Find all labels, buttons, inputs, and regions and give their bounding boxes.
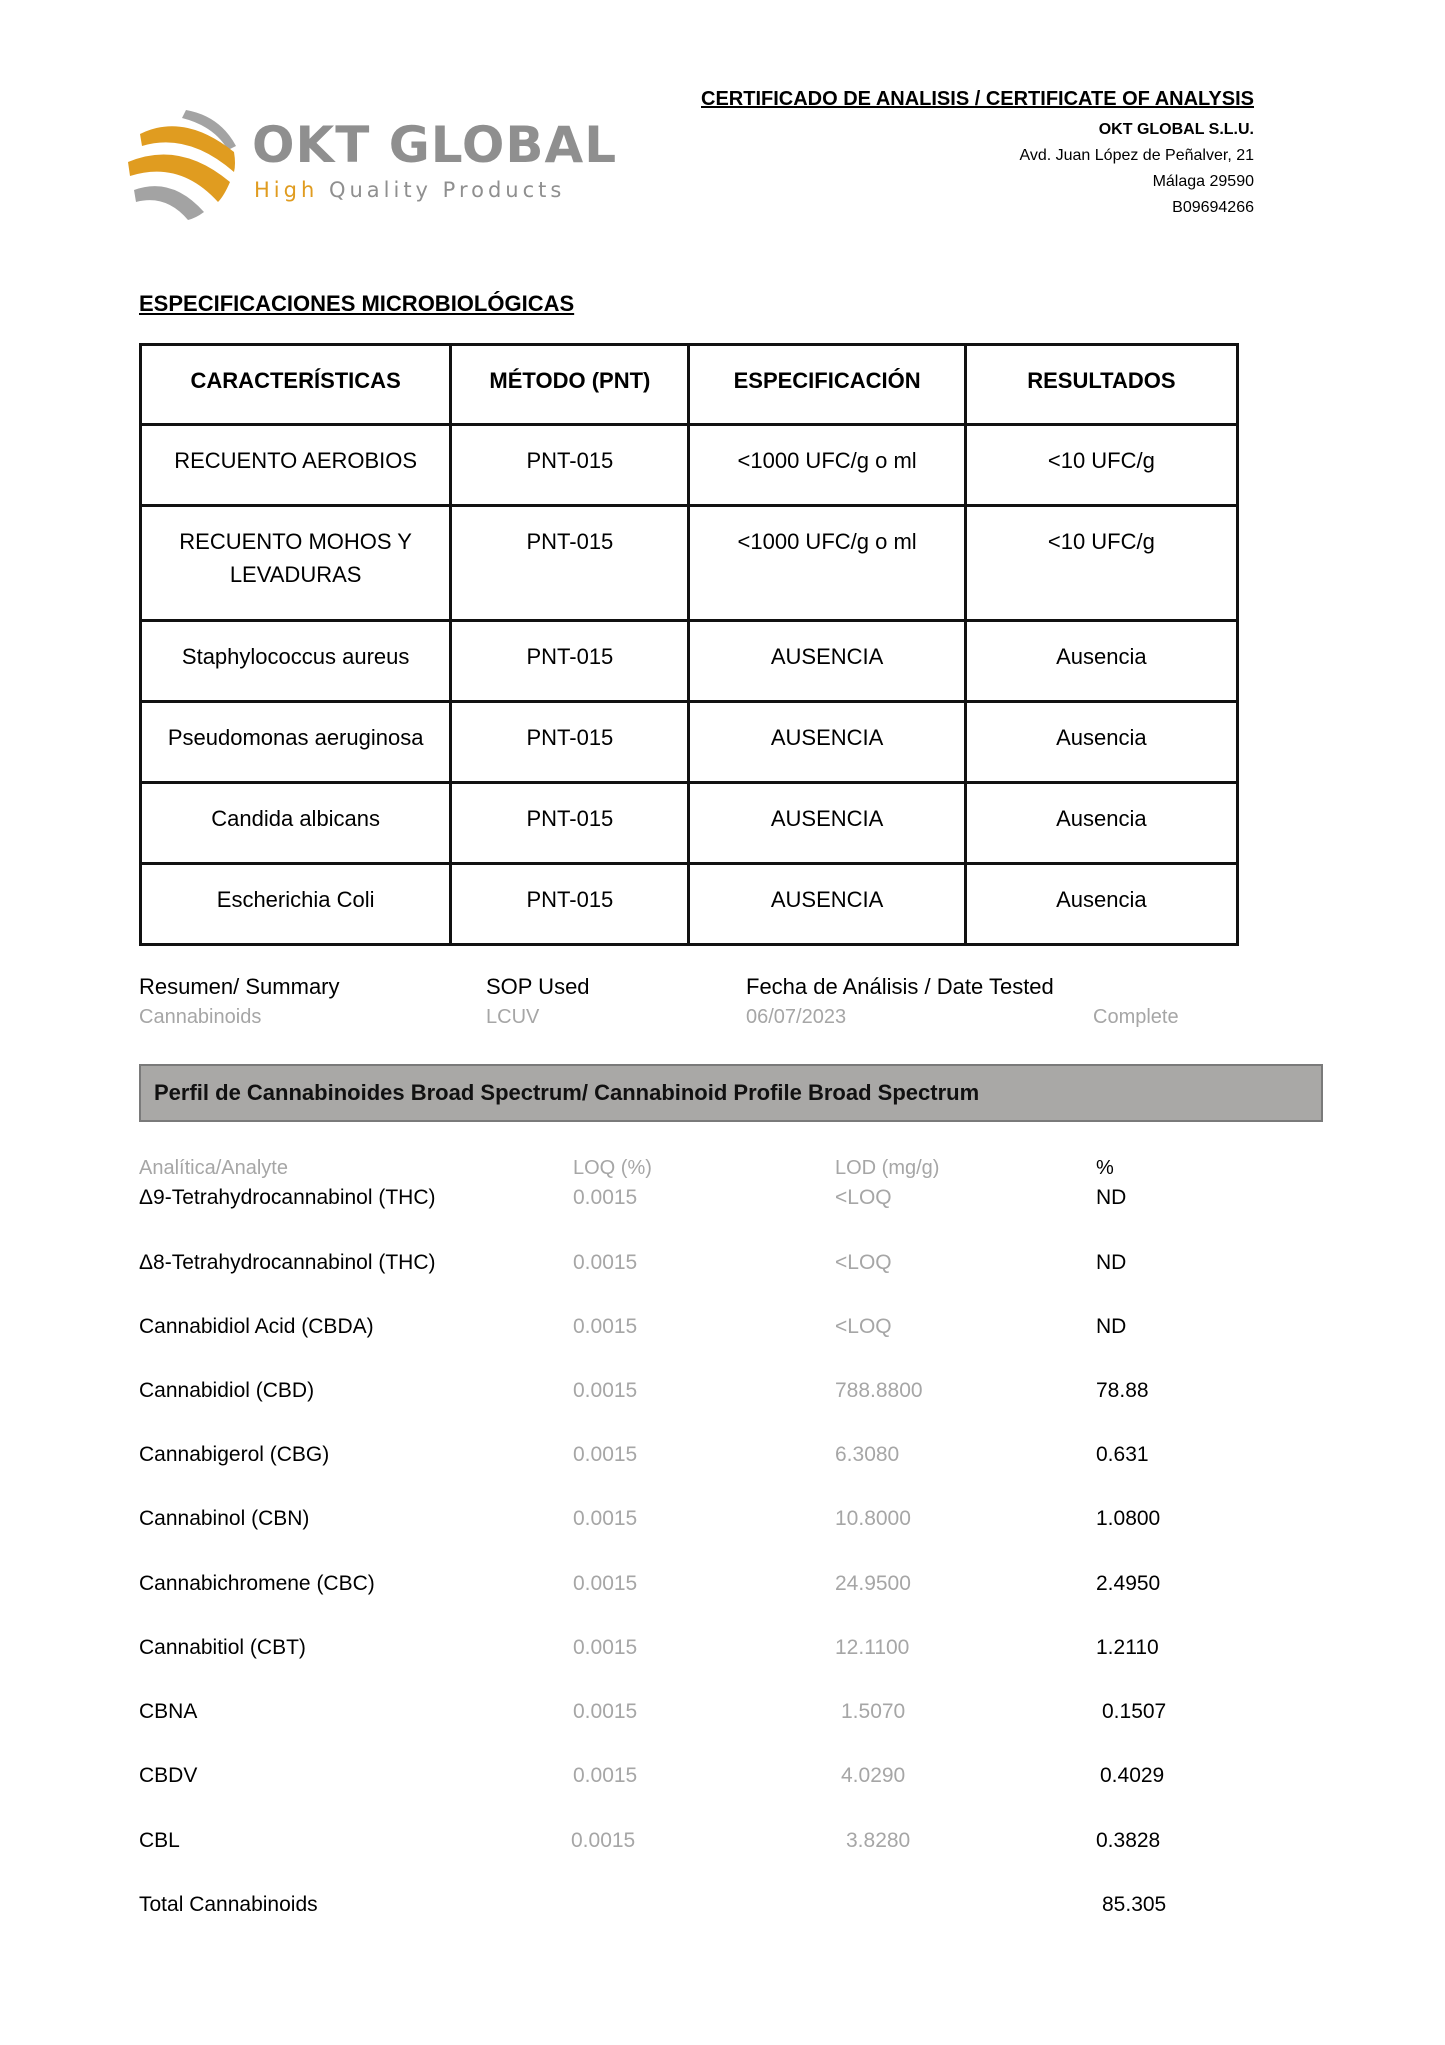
table-cell: RECUENTO MOHOS Y LEVADURAS (141, 506, 451, 621)
table-cell: Ausencia (965, 783, 1237, 864)
loq-value: 0.0015 (573, 1507, 638, 1530)
logo-tagline (254, 178, 565, 202)
loq-value: 0.0015 (573, 1315, 638, 1338)
logo-tagline-accent: High (254, 178, 319, 202)
analyte-name: Cannabinol (CBN) (139, 1507, 310, 1530)
analyte-column-header: Analítica/Analyte (139, 1157, 288, 1179)
company-address: Avd. Juan López de Peñalver, 21 (1019, 147, 1254, 164)
table-row (0, 1379, 1445, 1409)
percent-value: 1.0800 (1096, 1507, 1161, 1530)
table-cell: Ausencia (965, 621, 1237, 702)
lod-value: 10.8000 (835, 1507, 911, 1530)
percent-value: 1.2110 (1096, 1636, 1159, 1659)
percent-column-header: % (1096, 1157, 1114, 1179)
table-cell: PNT-015 (451, 783, 689, 864)
globe-stripes-icon (124, 104, 244, 224)
table-cell: RECUENTO AEROBIOS (141, 425, 451, 506)
table-cell: AUSENCIA (689, 702, 965, 783)
table-row (0, 1636, 1445, 1666)
table-cell: PNT-015 (451, 506, 689, 621)
percent-value: ND (1096, 1251, 1127, 1274)
lod-value: 3.8280 (846, 1829, 911, 1852)
total-percent-value: 85.305 (1102, 1893, 1167, 1916)
table-row (0, 1829, 1445, 1859)
lod-value: <LOQ (835, 1315, 892, 1338)
summary-value: Cannabinoids (139, 1006, 262, 1028)
table-cell: PNT-015 (451, 425, 689, 506)
loq-value: 0.0015 (573, 1379, 638, 1402)
loq-value: 0.0015 (573, 1700, 638, 1723)
lod-value: 788.8800 (835, 1379, 923, 1402)
table-cell: AUSENCIA (689, 783, 965, 864)
analyte-name: Cannabitiol (CBT) (139, 1636, 306, 1659)
cannabinoid-profile-banner (139, 1064, 1323, 1122)
table-row (0, 1315, 1445, 1345)
lod-value: 24.9500 (835, 1572, 911, 1595)
table-row (141, 425, 1238, 506)
table-cell: Pseudomonas aeruginosa (141, 702, 451, 783)
analyte-name: Cannabichromene (CBC) (139, 1572, 375, 1595)
percent-value: 78.88 (1096, 1379, 1149, 1402)
table-cell: Escherichia Coli (141, 864, 451, 945)
table-row (0, 1251, 1445, 1281)
analyte-name: Cannabigerol (CBG) (139, 1443, 330, 1466)
loq-value: 0.0015 (573, 1443, 638, 1466)
table-row (0, 1700, 1445, 1730)
company-name: OKT GLOBAL S.L.U. (1098, 121, 1254, 138)
company-tax-id: B09694266 (1172, 199, 1254, 216)
table-cell: <10 UFC/g (965, 506, 1237, 621)
banner-title: Perfil de Cannabinoides Broad Spectrum/ Cannabinoid Profile Broad Spectrum (154, 1080, 980, 1105)
table-cell: <10 UFC/g (965, 425, 1237, 506)
table-cell: PNT-015 (451, 864, 689, 945)
lod-value: <LOQ (835, 1251, 892, 1274)
table-row (141, 783, 1238, 864)
total-row (0, 1893, 1445, 1923)
analyte-name: Cannabidiol (CBD) (139, 1379, 315, 1402)
summary-label: Resumen/ Summary (139, 974, 340, 999)
lod-value: 4.0290 (841, 1764, 906, 1787)
table-cell: Staphylococcus aureus (141, 621, 451, 702)
analyte-name: CBNA (139, 1700, 198, 1723)
analyte-name: CBL (139, 1829, 180, 1852)
total-label: Total Cannabinoids (139, 1893, 318, 1916)
table-cell: AUSENCIA (689, 864, 965, 945)
table-row (141, 864, 1238, 945)
percent-value: 0.631 (1096, 1443, 1149, 1466)
column-header: ESPECIFICACIÓN (689, 345, 965, 425)
table-row (0, 1572, 1445, 1602)
table-header-row (141, 345, 1238, 425)
date-tested-value: 06/07/2023 (746, 1006, 847, 1028)
table-cell: Ausencia (965, 864, 1237, 945)
table-row (0, 1764, 1445, 1794)
lod-value: 6.3080 (835, 1443, 900, 1466)
analyte-name: Δ9-Tetrahydrocannabinol (THC) (139, 1186, 436, 1209)
percent-value: ND (1096, 1315, 1127, 1338)
table-cell: Ausencia (965, 702, 1237, 783)
column-header: RESULTADOS (965, 345, 1237, 425)
table-row (141, 506, 1238, 621)
logo-tagline-rest: Quality Products (318, 178, 566, 202)
percent-value: 2.4950 (1096, 1572, 1161, 1595)
micro-spec-table (139, 343, 1239, 946)
loq-value: 0.0015 (573, 1572, 638, 1595)
table-row (141, 621, 1238, 702)
table-cell: <1000 UFC/g o ml (689, 425, 965, 506)
loq-value: 0.0015 (573, 1636, 638, 1659)
lod-value: 1.5070 (841, 1700, 906, 1723)
loq-value: 0.0015 (573, 1186, 638, 1209)
company-city: Málaga 29590 (1152, 173, 1254, 190)
percent-value: 0.1507 (1102, 1700, 1167, 1723)
table-cell: PNT-015 (451, 621, 689, 702)
loq-value: 0.0015 (573, 1251, 638, 1274)
document-title: CERTIFICADO DE ANALISIS / CERTIFICATE OF ANALYSIS (701, 88, 1254, 110)
percent-value: ND (1096, 1186, 1127, 1209)
loq-column-header: LOQ (%) (573, 1157, 652, 1179)
logo-wordmark: OKT GLOBAL (252, 116, 618, 174)
sop-label: SOP Used (486, 974, 590, 999)
table-row (0, 1443, 1445, 1473)
table-row (0, 1507, 1445, 1537)
status-value: Complete (1093, 1006, 1179, 1028)
column-header: MÉTODO (PNT) (451, 345, 689, 425)
table-cell: <1000 UFC/g o ml (689, 506, 965, 621)
micro-section-title: ESPECIFICACIONES MICROBIOLÓGICAS (139, 291, 575, 316)
table-row (141, 702, 1238, 783)
lod-column-header: LOD (mg/g) (835, 1157, 940, 1179)
table-row (0, 1186, 1445, 1216)
analyte-name: Cannabidiol Acid (CBDA) (139, 1315, 374, 1338)
company-logo (124, 104, 618, 224)
analyte-name: CBDV (139, 1764, 198, 1787)
table-cell: AUSENCIA (689, 621, 965, 702)
loq-value: 0.0015 (573, 1764, 638, 1787)
table-cell: Candida albicans (141, 783, 451, 864)
sop-value: LCUV (486, 1006, 540, 1028)
date-tested-label: Fecha de Análisis / Date Tested (746, 974, 1054, 999)
lod-value: 12.1100 (835, 1636, 910, 1659)
percent-value: 0.4029 (1100, 1764, 1165, 1787)
percent-value: 0.3828 (1096, 1829, 1161, 1852)
loq-value: 0.0015 (571, 1829, 636, 1852)
table-cell: PNT-015 (451, 702, 689, 783)
column-header: CARACTERÍSTICAS (141, 345, 451, 425)
lod-value: <LOQ (835, 1186, 892, 1209)
analyte-name: Δ8-Tetrahydrocannabinol (THC) (139, 1251, 436, 1274)
